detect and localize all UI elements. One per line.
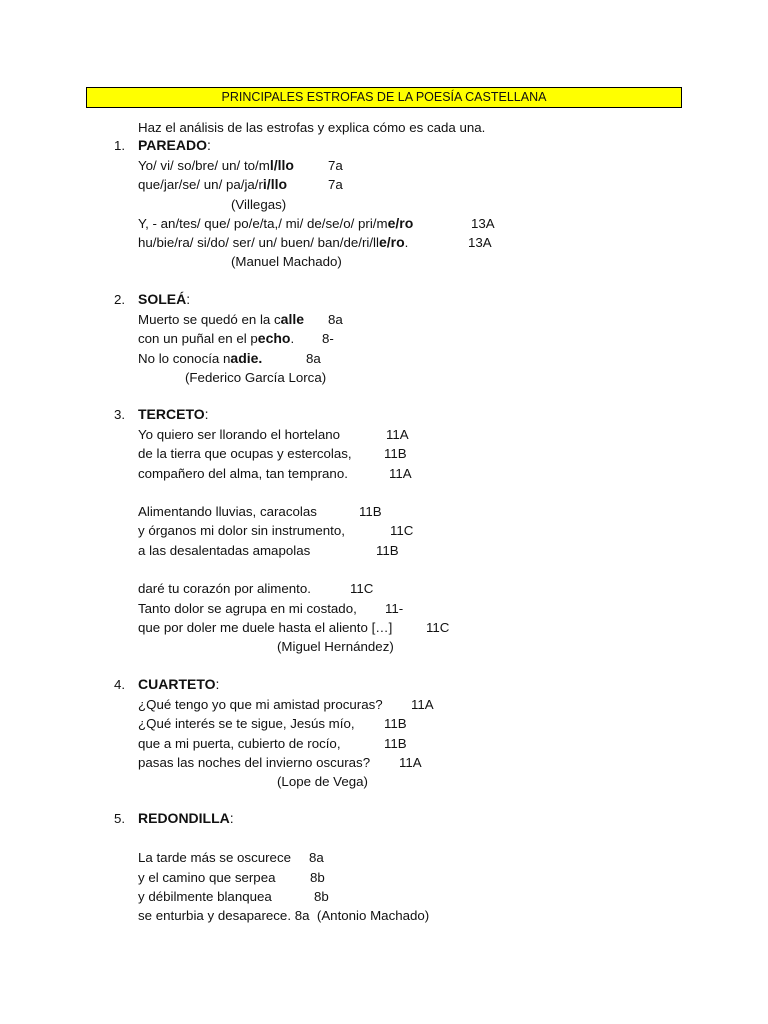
meter-label: 11C [350, 581, 374, 597]
meter-label: 8b [314, 888, 329, 904]
section-number: 2. [114, 292, 126, 307]
section-heading: CUARTETO: [138, 676, 220, 692]
author-credit: (Villegas) [231, 196, 287, 212]
author-credit: (Federico García Lorca) [185, 369, 327, 385]
meter-label: 7a [328, 177, 343, 193]
section-number: 3. [114, 407, 126, 422]
section-heading: SOLEÁ: [138, 291, 191, 307]
meter-label: 11B [384, 446, 407, 462]
author-credit: (Lope de Vega) [277, 774, 368, 790]
section-heading: PAREADO: [138, 137, 211, 153]
verse-line: Yo/ vi/ so/bre/ un/ to/ml/llo 7a [138, 156, 413, 175]
meter-label: 11B [384, 716, 407, 732]
meter-label: 7a [328, 158, 343, 173]
verse-line: Yo quiero ser llorando el hortelano 11A [138, 425, 392, 444]
meter-label: 11A [399, 754, 422, 770]
section-number: 5. [114, 811, 126, 826]
verse-line: compañero del alma, tan temprano. 11A [138, 464, 392, 483]
verse-line: No lo conocía nadie. 8a [138, 349, 304, 368]
meter-label: 8b [310, 869, 325, 885]
meter-label: 11A [389, 465, 412, 481]
section-number: 4. [114, 677, 126, 692]
instructions: Haz el análisis de las estrofas y explica cómo es cada una. [138, 120, 486, 135]
section-number: 1. [114, 138, 126, 153]
verse-line: ¿Qué tengo yo que mi amistad procuras? 11A [138, 695, 383, 714]
author-credit: (Miguel Hernández) [277, 639, 394, 655]
verse-line: ¿Qué interés se te sigue, Jesús mío, 11B [138, 714, 383, 733]
meter-label: 8- [322, 331, 334, 347]
verse-line: que a mi puerta, cubierto de rocío, 11B [138, 734, 383, 753]
verse-line: Tanto dolor se agrupa en mi costado, 11- [138, 599, 392, 618]
meter-label: 11B [359, 504, 382, 520]
meter-label: 8a [309, 850, 324, 866]
blank-line [138, 560, 392, 579]
verse-line: daré tu corazón por alimento. 11C [138, 579, 392, 598]
verse-line: La tarde más se oscurece 8a [138, 848, 429, 867]
meter-label: 13A [471, 215, 495, 231]
meter-label: 11C [426, 619, 450, 635]
verse-line: Y, - an/tes/ que/ po/e/ta,/ mi/ de/se/o/ pri/me/ro 13A [138, 214, 413, 233]
verse-line: y órganos mi dolor sin instrumento, 11C [138, 521, 392, 540]
meter-label: 11C [390, 523, 414, 539]
verse-line: de la tierra que ocupas y estercolas, 11B [138, 444, 392, 463]
verse-line: que por doler me duele hasta el aliento […] 11C [138, 618, 392, 637]
verse-line: Alimentando lluvias, caracolas 11B [138, 502, 392, 521]
meter-label: 8a [328, 312, 343, 327]
verse-line: con un puñal en el pecho. 8- [138, 329, 304, 348]
verse-line: a las desalentadas amapolas 11B [138, 541, 392, 560]
meter-label: 11A [386, 427, 409, 442]
verse-line: y débilmente blanquea 8b [138, 887, 429, 906]
verse-line: pasas las noches del invierno oscuras? 11A [138, 753, 383, 772]
meter-label: 8a [306, 350, 321, 366]
verse-line: que/jar/se/ un/ pa/ja/ri/llo 7a [138, 175, 413, 194]
verse-line: hu/bie/ra/ si/do/ ser/ un/ buen/ ban/de/ri/lle/ro. 13A [138, 233, 413, 252]
section-heading: TERCETO: [138, 406, 209, 422]
meter-label: 11A [411, 697, 434, 712]
blank-line [138, 829, 429, 848]
meter-label: 11B [384, 735, 407, 751]
section-heading: REDONDILLA: [138, 810, 234, 826]
meter-label: 11B [376, 542, 399, 558]
verse-line: y el camino que serpea 8b [138, 868, 429, 887]
meter-label: 11- [385, 600, 404, 616]
document-title: PRINCIPALES ESTROFAS DE LA POESÍA CASTELLANA [86, 87, 682, 108]
verse-line: se enturbia y desaparece. 8a (Antonio Machado) [138, 908, 430, 924]
blank-line [138, 483, 392, 502]
meter-label: 13A [468, 235, 492, 251]
author-credit: (Manuel Machado) [231, 254, 342, 270]
verse-line: Muerto se quedó en la calle 8a [138, 310, 304, 329]
